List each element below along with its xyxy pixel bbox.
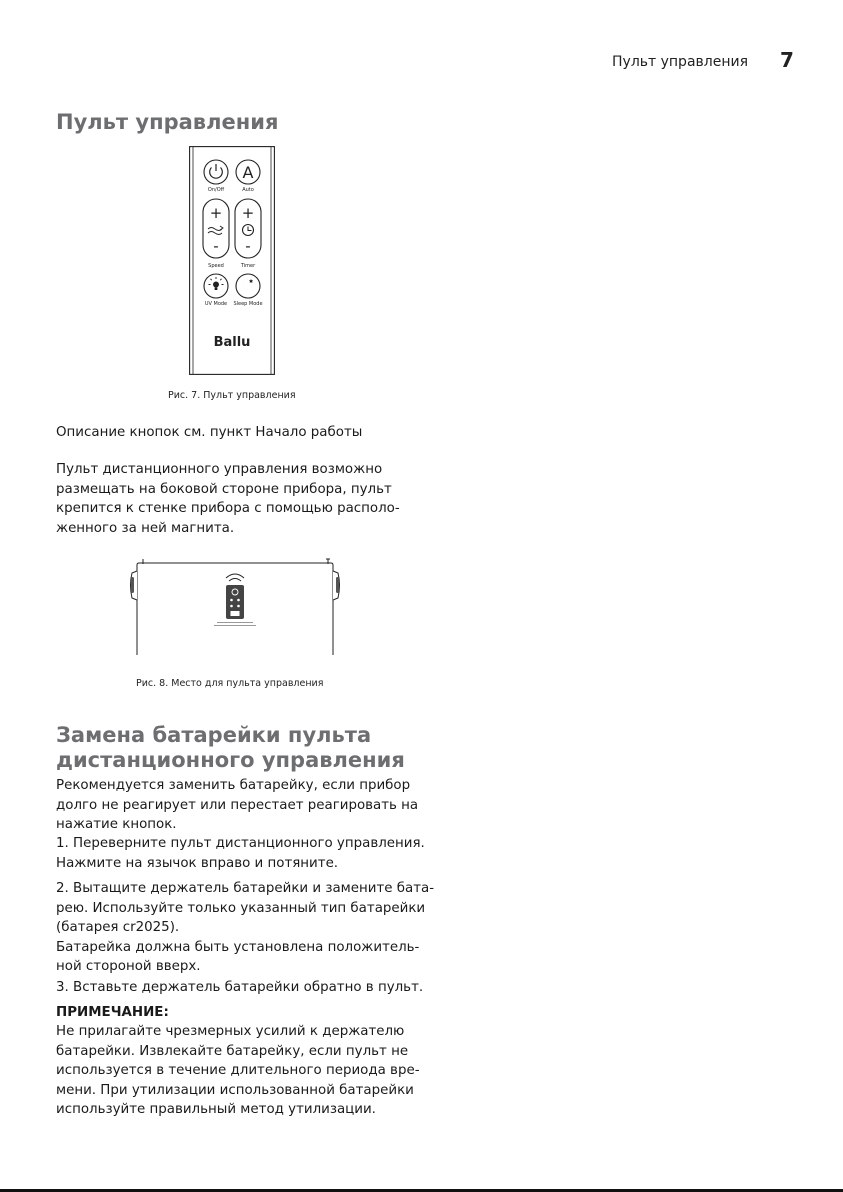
auto-label: Auto	[242, 187, 254, 193]
battery-intro-paragraph: Рекомендуется заменить батарейку, если прибор долго не реагирует или перестает реагировать на нажатие кнопок.	[56, 778, 419, 833]
figure-7-caption: Рис. 7. Пульт управления	[168, 390, 296, 401]
running-header-title: Пульт управления	[612, 54, 749, 70]
right-handle	[333, 571, 340, 600]
remote-holder-icon	[226, 585, 244, 619]
timer-label: Timer	[240, 263, 256, 269]
sleep-mode-label: Sleep Mode	[233, 301, 263, 307]
note-title: ПРИМЕЧАНИЕ:	[56, 1005, 169, 1020]
timer-plus: +	[241, 204, 255, 222]
speed-minus: -	[213, 237, 219, 255]
page-number: 7	[780, 48, 794, 72]
section-title-battery: Замена батарейки пульта дистанционного управления	[56, 723, 405, 772]
holder-label-line	[214, 625, 256, 626]
left-handle	[131, 571, 138, 600]
uv-mode-label: UV Mode	[204, 301, 228, 307]
timer-minus: -	[245, 237, 251, 255]
auto-icon: A	[242, 163, 254, 182]
step-2: 2. Вытащите держатель батарейки и замените бата- рею. Используйте только указанный тип батарейки (батарея cr2025). Батарейка должна быть установлена положитель- ной стороной вверх.	[56, 881, 435, 975]
wireless-signal-icon	[226, 574, 244, 581]
remote-control-illustration	[189, 146, 275, 375]
ballu-logo: Ballu	[213, 335, 251, 350]
step-3: 3. Вставьте держатель батарейки обратно в пульт.	[56, 980, 424, 995]
figure-8-caption: Рис. 8. Место для пульта управления	[136, 678, 324, 689]
speed-label: Speed	[208, 263, 224, 269]
note-paragraph: Не прилагайте чрезмерных усилий к держателю батарейки. Извлекайте батарейку, если пульт не используется в течение длительного периода вре- мени. При утилизации использованной батарейки используйте правильный метод утилизации.	[56, 1024, 420, 1118]
holder-label-line	[217, 622, 253, 623]
onoff-label: On/Off	[207, 187, 225, 193]
speed-plus: +	[209, 204, 223, 222]
section-title-remote: Пульт управления	[56, 110, 279, 134]
placement-paragraph: Пульт дистанционного управления возможно размещать на боковой стороне прибора, пульт крепится к стенке прибора с помощью располо- женного за ней магнита.	[56, 462, 400, 536]
device-side-illustration	[127, 553, 345, 658]
step-1: 1. Переверните пульт дистанционного управления. Нажмите на язычок вправо и потяните.	[56, 836, 425, 871]
description-paragraph: Описание кнопок см. пункт Начало работы	[56, 425, 363, 440]
